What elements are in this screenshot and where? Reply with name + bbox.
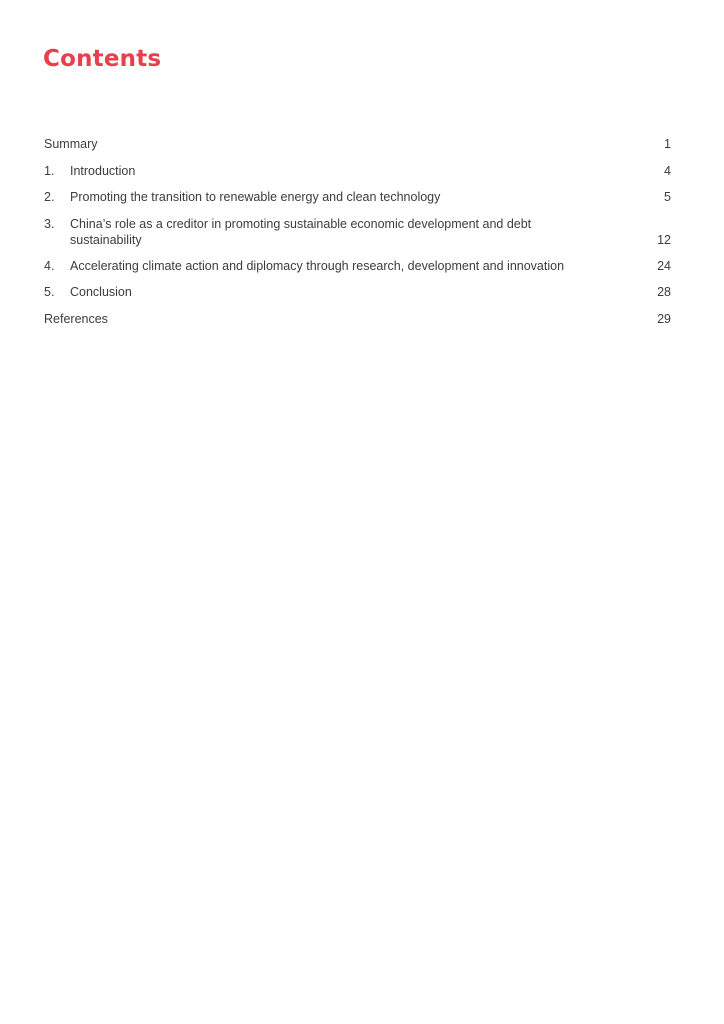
toc-entry-references[interactable] — [44, 311, 671, 327]
toc-entry-climate-action[interactable] — [44, 258, 671, 274]
toc-entry-title: Accelerating climate action and diplomacy through research, development and innovation — [70, 258, 565, 273]
toc-entry-number: 2. — [44, 190, 55, 204]
toc-entry-renewable-energy[interactable] — [44, 189, 671, 205]
toc-entry-number: 3. — [44, 216, 55, 231]
toc-entry-number: 5. — [44, 285, 55, 299]
toc-entry-summary[interactable] — [44, 136, 671, 152]
toc-entry-page: 24 — [657, 258, 671, 273]
toc-entry-title: Introduction — [70, 163, 136, 178]
toc-entry-page: 12 — [657, 232, 671, 247]
toc-entry-page: 28 — [657, 285, 671, 299]
toc-entry-china-creditor[interactable] — [44, 216, 671, 248]
toc-entry-number: 1. — [44, 163, 55, 178]
toc-entry-title: China’s role as a creditor in promoting sustainable economic development and debt sustainability — [70, 216, 532, 247]
toc-entry-number: 4. — [44, 258, 55, 273]
toc-entry-title: Conclusion — [70, 285, 132, 299]
toc-entry-introduction[interactable] — [44, 163, 671, 179]
toc-entry-conclusion[interactable] — [44, 284, 671, 300]
table-of-contents — [44, 136, 671, 337]
toc-entry-page: 4 — [664, 163, 671, 178]
toc-entry-title: Promoting the transition to renewable energy and clean technology — [70, 190, 441, 204]
toc-entry-page: 5 — [664, 190, 671, 204]
toc-entry-page: 29 — [657, 311, 671, 326]
toc-entry-title: References — [44, 311, 108, 326]
toc-entry-page: 1 — [664, 137, 671, 151]
toc-entry-title: Summary — [44, 137, 98, 151]
page-title: Contents — [43, 46, 162, 72]
